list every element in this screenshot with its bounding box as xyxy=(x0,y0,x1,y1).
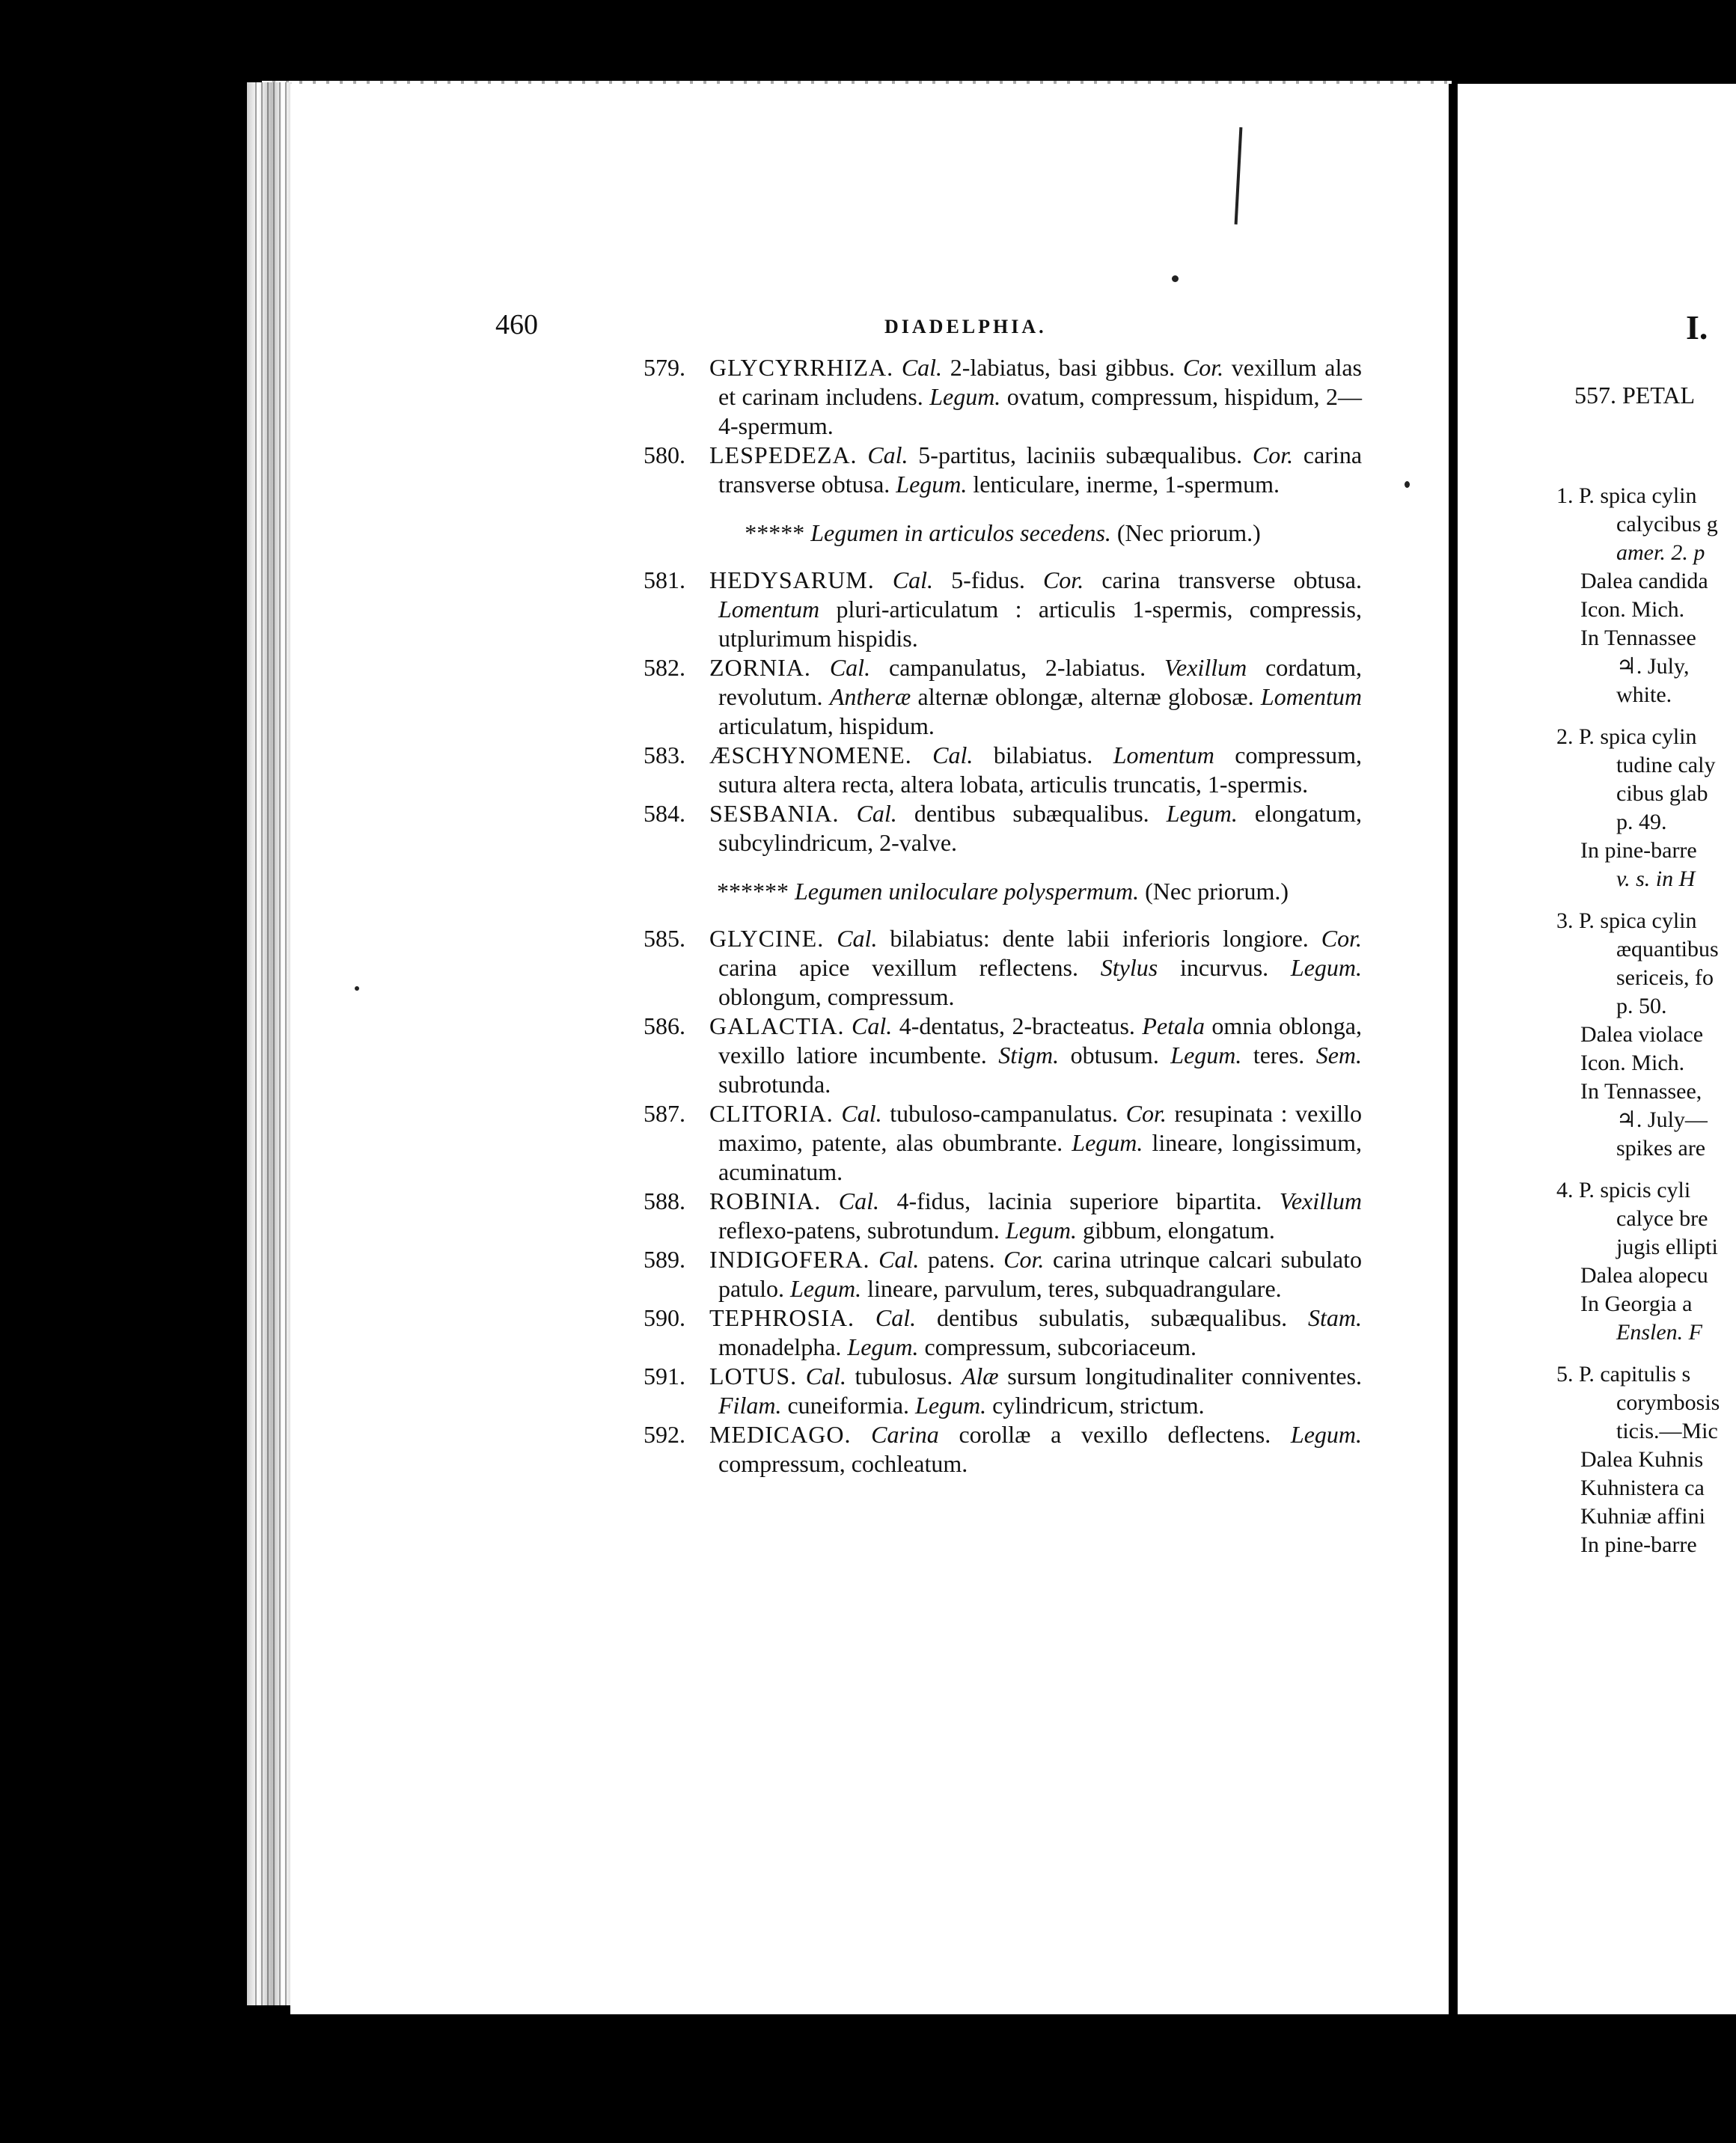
italic-term: Cor. xyxy=(1042,566,1084,593)
genus-name: SESBANIA. xyxy=(709,800,840,827)
right-page-line: 3. P. spica cylin xyxy=(1556,908,1697,933)
italic-term: Cal. xyxy=(901,354,943,381)
right-page-line: ♃. July— xyxy=(1616,1107,1708,1132)
right-page-line: white. xyxy=(1616,682,1672,707)
description-text: bilabiatus. xyxy=(973,742,1113,768)
description-text: articulatum, hispidum. xyxy=(718,712,935,739)
right-page-line: cibus glab xyxy=(1616,781,1708,806)
italic-term: Lomentum xyxy=(1260,683,1363,710)
right-page-line: In Tennassee, xyxy=(1580,1079,1702,1104)
right-page-line: ticis.—Mic xyxy=(1616,1419,1718,1443)
right-page-line: calycibus g xyxy=(1616,512,1718,536)
description-text: lineare, longissimum, acuminatum. xyxy=(718,1129,1363,1185)
description-text: tubulosus. xyxy=(846,1363,962,1390)
right-page-line: spikes are xyxy=(1616,1136,1706,1161)
description-text: vexillum alas et carinam includens. xyxy=(718,354,1363,410)
description-text: campanulatus, 2-labiatus. xyxy=(870,654,1165,681)
genus-name: TEPHROSIA. xyxy=(709,1304,855,1331)
description-text: gibbum, elongatum. xyxy=(1077,1217,1275,1244)
genus-entry xyxy=(644,799,1362,857)
italic-term: Stigm. xyxy=(998,1042,1060,1069)
genus-name: GLYCINE. xyxy=(709,925,825,952)
right-page-line: 5. P. capitulis s xyxy=(1556,1362,1691,1387)
italic-term: Cor. xyxy=(1321,925,1363,952)
right-page-line: Icon. Mich. xyxy=(1580,597,1685,622)
italic-term: Cal. xyxy=(875,1304,917,1331)
description-text: incurvus. xyxy=(1158,954,1291,981)
right-page-line: p. 50. xyxy=(1616,994,1667,1018)
section-stars: ****** xyxy=(717,878,789,905)
right-page-line: tudine caly xyxy=(1616,753,1716,777)
description-text: corollæ a vexillo deflectens. xyxy=(938,1421,1291,1448)
description-text: dentibus subæqualibus. xyxy=(896,800,1167,827)
italic-term: Cor. xyxy=(1125,1100,1167,1127)
italic-term: Cal. xyxy=(892,566,934,593)
description-text: carina transverse obtusa. xyxy=(1084,566,1362,593)
entry-number: 583. xyxy=(644,742,685,768)
section-heading xyxy=(644,877,1362,906)
entry-number: 592. xyxy=(644,1421,685,1448)
description-text: cuneiformia. xyxy=(781,1392,916,1419)
genus-name: MEDICAGO. xyxy=(709,1421,852,1448)
italic-term: Cal. xyxy=(878,1246,920,1273)
genus-entry xyxy=(644,1012,1362,1099)
description-text: teres. xyxy=(1241,1042,1316,1069)
italic-term: Legum. xyxy=(1170,1042,1242,1069)
genus-entry xyxy=(644,1099,1362,1187)
right-page-line: In Tennassee xyxy=(1580,626,1696,650)
genus-list xyxy=(644,353,1362,1479)
right-page xyxy=(1458,84,1736,2014)
italic-term: Legum. xyxy=(847,1333,919,1360)
description-text: monadelpha. xyxy=(718,1333,848,1360)
genus-entry xyxy=(644,1187,1362,1245)
description-text: resupinata : vexillo maximo, patente, alas obumbrante. xyxy=(718,1100,1363,1156)
genus-name: GALACTIA. xyxy=(709,1012,845,1039)
right-page-line: æquantibus xyxy=(1616,937,1719,962)
description-text: 4-dentatus, 2-bracteatus. xyxy=(892,1012,1143,1039)
genus-name: LESPEDEZA. xyxy=(709,441,858,468)
italic-term: Lomentum xyxy=(718,596,820,623)
description-text: cordatum, revolutum. xyxy=(718,654,1363,710)
entry-number: 589. xyxy=(644,1246,685,1273)
page-number: 460 xyxy=(495,309,538,340)
right-page-line: Dalea alopecu xyxy=(1580,1263,1708,1288)
italic-term: Stam. xyxy=(1308,1304,1362,1331)
italic-term: Filam. xyxy=(718,1392,782,1419)
italic-term: Legum. xyxy=(896,471,968,498)
italic-term: Petala xyxy=(1142,1012,1205,1039)
italic-term: Antheræ xyxy=(829,683,911,710)
genus-entry xyxy=(644,1245,1362,1303)
page-edges xyxy=(251,82,288,2005)
description-text: elongatum, subcylindricum, 2-valve. xyxy=(718,800,1363,856)
description-text: carina apice vexillum reflectens. xyxy=(718,954,1101,981)
right-page-line: Dalea Kuhnis xyxy=(1580,1447,1704,1472)
right-page-line: calyce bre xyxy=(1616,1206,1708,1231)
right-page-line: v. s. in H xyxy=(1616,866,1696,891)
genus-entry xyxy=(644,1303,1362,1362)
description-text: bilabiatus: dente labii inferioris longiore. xyxy=(877,925,1321,952)
italic-term: Cor. xyxy=(1252,441,1294,468)
right-page-line: jugis ellipti xyxy=(1616,1235,1718,1259)
right-page-line: 557. PETAL xyxy=(1574,382,1695,409)
italic-term: Legum. xyxy=(1005,1217,1078,1244)
genus-name: CLITORIA. xyxy=(709,1100,834,1127)
italic-term: Cor. xyxy=(1182,354,1224,381)
entry-number: 581. xyxy=(644,566,685,593)
section-note: (Nec priorum.) xyxy=(1145,878,1289,905)
description-text: carina transverse obtusa. xyxy=(718,441,1363,498)
section-title: Legumen uniloculare polyspermum. xyxy=(795,878,1140,905)
right-page-line: Enslen. F xyxy=(1616,1320,1702,1345)
entry-number: 582. xyxy=(644,654,685,681)
right-page-line: Dalea candida xyxy=(1580,569,1708,593)
section-note: (Nec priorum.) xyxy=(1116,519,1261,546)
description-text: cylindricum, strictum. xyxy=(986,1392,1205,1419)
description-text: compressum, subcoriaceum. xyxy=(918,1333,1196,1360)
entry-group xyxy=(644,353,1362,499)
section-heading xyxy=(644,519,1362,548)
genus-name: LOTUS. xyxy=(709,1363,798,1390)
description-text: lineare, parvulum, teres, subquadrangulare. xyxy=(861,1275,1282,1302)
entry-group xyxy=(644,924,1362,1479)
italic-term: Cal. xyxy=(932,742,974,768)
description-text: alternæ oblongæ, alternæ globosæ. xyxy=(911,683,1261,710)
italic-term: Cal. xyxy=(805,1363,846,1390)
italic-term: Legum. xyxy=(789,1275,862,1302)
right-page-line: corymbosis xyxy=(1616,1390,1720,1415)
italic-term: Cal. xyxy=(856,800,897,827)
italic-term: Legum. xyxy=(1290,954,1363,981)
description-text: compressum, sutura altera recta, altera lobata, articulis truncatis, 1-spermis. xyxy=(718,742,1363,798)
italic-term: Legum. xyxy=(1290,1421,1363,1448)
italic-term: Stylus xyxy=(1100,954,1158,981)
right-page-line: In Georgia a xyxy=(1580,1291,1693,1316)
description-text: sursum longitudinaliter conniventes. xyxy=(998,1363,1363,1390)
description-text: oblongum, compressum. xyxy=(718,983,955,1010)
description-text: tubuloso-campanulatus. xyxy=(881,1100,1126,1127)
italic-term: Vexillum xyxy=(1164,654,1247,681)
italic-term: Cal. xyxy=(867,441,908,468)
description-text: patens. xyxy=(919,1246,1004,1273)
description-text: 2-labiatus, basi gibbus. xyxy=(942,354,1183,381)
genus-entry xyxy=(644,441,1362,499)
genus-name: ROBINIA. xyxy=(709,1187,822,1214)
entry-number: 580. xyxy=(644,441,685,468)
description-text: pluri-articulatum : articulis 1-spermis, compressis, utplurimum hispidis. xyxy=(718,596,1362,652)
italic-term: Lomentum xyxy=(1113,742,1214,768)
genus-entry xyxy=(644,566,1362,653)
right-page-line: In pine-barre xyxy=(1580,1532,1697,1557)
ink-speck xyxy=(355,986,359,991)
entry-number: 587. xyxy=(644,1100,685,1127)
italic-term: Cor. xyxy=(1003,1246,1045,1273)
genus-entry xyxy=(644,1362,1362,1420)
entry-group xyxy=(644,566,1362,857)
entry-number: 584. xyxy=(644,800,685,827)
right-page-line: p. 49. xyxy=(1616,810,1667,834)
right-page-line: In pine-barre xyxy=(1580,838,1697,863)
genus-entry xyxy=(644,653,1362,741)
book-gutter xyxy=(1449,84,1458,2014)
ink-speck xyxy=(1172,275,1179,282)
italic-term: Legum. xyxy=(929,383,1001,410)
description-text: 5-partitus, laciniis subæqualibus. xyxy=(908,441,1253,468)
genus-name: HEDYSARUM. xyxy=(709,566,875,593)
genus-entry xyxy=(644,353,1362,441)
right-page-line: Icon. Mich. xyxy=(1580,1051,1685,1075)
genus-entry xyxy=(644,924,1362,1012)
description-text: reflexo-patens, subrotundum. xyxy=(718,1217,1006,1244)
italic-term: Legum. xyxy=(915,1392,987,1419)
right-page-line: I. xyxy=(1686,308,1708,346)
genus-entry xyxy=(644,1420,1362,1479)
ink-speck xyxy=(1405,481,1410,488)
italic-term: Cal. xyxy=(841,1100,882,1127)
right-page-text xyxy=(1458,84,1736,2014)
genus-name: GLYCYRRHIZA. xyxy=(709,354,894,381)
description-text: omnia oblonga, vexillo latiore incumbente. xyxy=(718,1012,1363,1069)
section-stars: ***** xyxy=(745,519,805,546)
description-text: ovatum, compressum, hispidum, 2—4-spermum. xyxy=(718,383,1363,439)
genus-name: ÆSCHYNOMENE. xyxy=(709,742,912,768)
description-text: obtusum. xyxy=(1059,1042,1171,1069)
italic-term: Carina xyxy=(871,1421,939,1448)
italic-term: Legum. xyxy=(1072,1129,1143,1156)
genus-name: INDIGOFERA. xyxy=(709,1246,870,1273)
right-page-line: ♃. July, xyxy=(1616,654,1690,679)
entry-number: 588. xyxy=(644,1187,685,1214)
right-page-line: Kuhnistera ca xyxy=(1580,1476,1705,1500)
description-text: 4-fidus, lacinia superiore bipartita. xyxy=(879,1187,1280,1214)
description-text: 5-fidus. xyxy=(933,566,1043,593)
right-page-line: 4. P. spicis cyli xyxy=(1556,1178,1691,1202)
right-page-line: Dalea violace xyxy=(1580,1022,1704,1047)
italic-term: Cal. xyxy=(838,1187,879,1214)
italic-term: Legum. xyxy=(1166,800,1238,827)
right-page-line: 2. P. spica cylin xyxy=(1556,724,1697,749)
right-page-line: sericeis, fo xyxy=(1616,965,1714,990)
section-title: Legumen in articulos secedens. xyxy=(810,519,1111,546)
entry-number: 590. xyxy=(644,1304,685,1331)
italic-term: Sem. xyxy=(1315,1042,1363,1069)
genus-entry xyxy=(644,741,1362,799)
description-text: subrotunda. xyxy=(718,1071,831,1098)
entry-number: 591. xyxy=(644,1363,685,1390)
genus-name: ZORNIA. xyxy=(709,654,811,681)
entry-number: 586. xyxy=(644,1012,685,1039)
italic-term: Cal. xyxy=(837,925,878,952)
italic-term: Vexillum xyxy=(1279,1187,1362,1214)
description-text: carina utrinque calcari subulato patulo. xyxy=(718,1246,1363,1302)
italic-term: Alæ xyxy=(961,1363,999,1390)
description-text: dentibus subulatis, subæqualibus. xyxy=(916,1304,1308,1331)
entry-number: 579. xyxy=(644,354,685,381)
running-head: DIADELPHIA. xyxy=(884,316,1047,337)
right-page-line: Kuhniæ affini xyxy=(1580,1504,1705,1529)
italic-term: Cal. xyxy=(852,1012,893,1039)
right-page-line: 1. P. spica cylin xyxy=(1556,483,1697,508)
entry-number: 585. xyxy=(644,925,685,952)
right-page-line: amer. 2. p xyxy=(1616,540,1705,565)
description-text: lenticulare, inerme, 1-spermum. xyxy=(967,471,1280,498)
description-text: compressum, cochleatum. xyxy=(718,1450,968,1477)
italic-term: Cal. xyxy=(829,654,871,681)
